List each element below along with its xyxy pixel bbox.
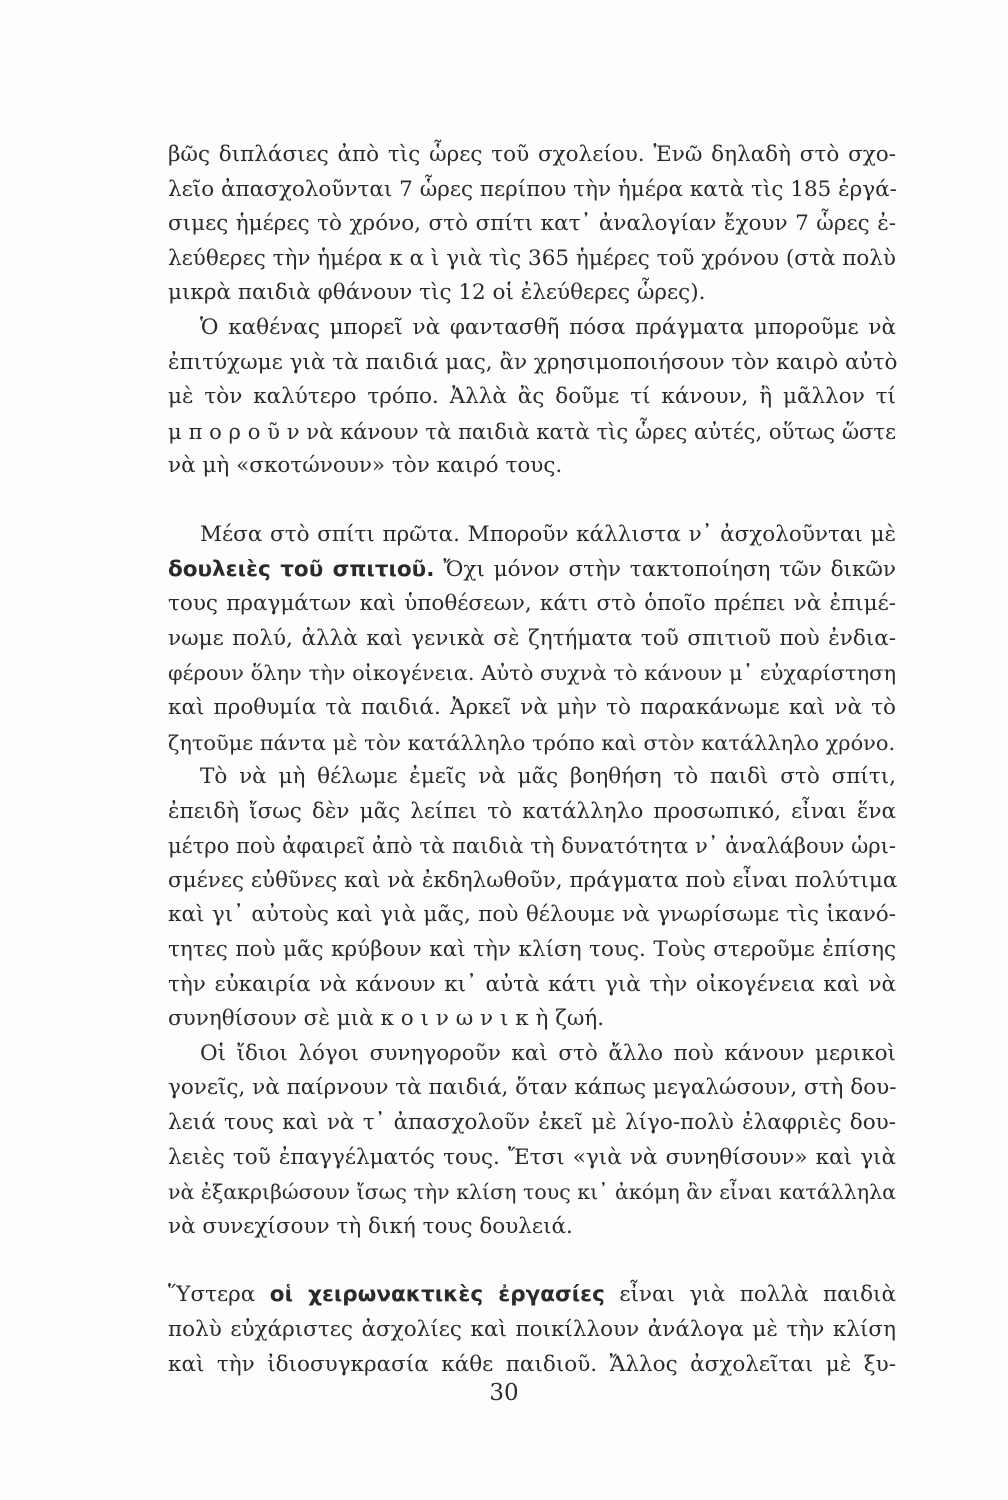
text-run: εἶναι γιὰ πολλὰ παιδιὰ: [604, 1282, 896, 1308]
paragraph-3: [168, 518, 896, 760]
text-line: σμένες εὐθῦνες καὶ νὰ ἐκδηλωθοῦν, πράγματα ποὺ εἶναι πολύτιμα: [168, 867, 898, 893]
text-line: μέτρο ποὺ ἀφαιρεῖ ἀπὸ τὰ παιδιὰ τὴ δυνατότητα ν᾽ ἀναλάβουν ὡρι-: [168, 833, 896, 859]
section-gap: [168, 1244, 896, 1278]
page-number: 30: [489, 1380, 519, 1406]
bold-term: οἱ χειρωνακτικὲς ἐργασίες: [269, 1282, 605, 1308]
text-line: τους πραγμάτων καὶ ὑποθέσεων, κάτι στὸ ὁποῖο πρέπει νὰ ἐπιμέ-: [168, 591, 896, 617]
text-line: λειά τους καὶ νὰ τ᾽ ἀπασχολοῦν ἐκεῖ μὲ λίγο-πολὺ ἐλαφριὲς δου-: [168, 1110, 896, 1136]
text-line: νὰ ἐξακριβώσουν ἴσως τὴν κλίση τους κι᾽ ἀκόμη ἂν εἶναι κατάλληλα: [168, 1180, 896, 1205]
text-line: λεύθερες τὴν ἡμέρα κ α ὶ γιὰ τὶς 365 ἡμέρες τοῦ χρόνου (στὰ πολὺ: [168, 245, 896, 271]
text-line: καὶ γι᾽ αὐτοὺς καὶ γιὰ μᾶς, ποὺ θέλουμε νὰ γνωρίσωμε τὶς ἱκανό-: [168, 902, 896, 928]
text-line: μ π ο ρ ο ῦ ν νὰ κάνουν τὰ παιδιὰ κατὰ τὶς ὧρες αὐτές, οὕτως ὥστε: [168, 418, 896, 444]
text-line: Ὁ καθένας μπορεῖ νὰ φαντασθῆ πόσα πράγματα μποροῦμε νὰ: [200, 314, 896, 340]
text-line: Οἱ ἴδιοι λόγοι συνηγοροῦν καὶ στὸ ἄλλο ποὺ κάνουν μερικοὶ: [200, 1040, 896, 1066]
text-line: λεῖο ἀπασχολοῦνται 7 ὧρες περίπου τὴν ἡμέρα κατὰ τὶς 185 ἐργά-: [168, 176, 897, 202]
text-line: γονεῖς, νὰ παίρνουν τὰ παιδιά, ὅταν κάπως μεγαλώσουν, στὴ δου-: [168, 1075, 897, 1101]
text-line: [168, 1278, 896, 1313]
text-line: συνηθίσουν σὲ μιὰ κ ο ι ν ω ν ι κ ὴ ζωή.: [168, 1006, 605, 1032]
text-line: τὴν εὐκαιρία νὰ κάνουν κι᾽ αὐτὰ κάτι γιὰ τὴν οἰκογένεια καὶ νὰ: [168, 971, 896, 997]
text-line: νωμε πολύ, ἀλλὰ καὶ γενικὰ σὲ ζητήματα τοῦ σπιτιοῦ ποὺ ἐνδια-: [168, 625, 896, 651]
paragraph-2: [168, 311, 896, 484]
text-line: λειὲς τοῦ ἐπαγγέλματός τους. Ἔτσι «γιὰ νὰ συνηθίσουν» καὶ γιὰ: [168, 1144, 896, 1170]
text-run: Ὕστερα: [168, 1282, 270, 1308]
text-line: ζητοῦμε πάντα μὲ τὸν κατάλληλο τρόπο καὶ στὸν κατάλληλο χρόνο.: [168, 730, 896, 755]
text-line: τητες ποὺ μᾶς κρύβουν καὶ τὴν κλίση τους. Τοὺς στεροῦμε ἐπίσης: [168, 937, 896, 963]
text-line: μὲ τὸν καλύτερο τρόπο. Ἀλλὰ ἂς δοῦμε τί κάνουν, ἢ μᾶλλον τί: [168, 384, 896, 410]
bold-term: δουλειὲς τοῦ σπιτιοῦ.: [168, 556, 435, 582]
text-line: Τὸ νὰ μὴ θέλωμε ἐμεῖς νὰ μᾶς βοηθήση τὸ παιδὶ στὸ σπίτι,: [200, 764, 896, 790]
section-gap: [168, 484, 896, 518]
paragraph-4: [168, 760, 896, 1037]
paragraph-5: [168, 1037, 896, 1245]
text-line: Μέσα στὸ σπίτι πρῶτα. Μποροῦν κάλλιστα ν᾽ ἀσχολοῦνται μὲ: [200, 521, 896, 547]
text-line: μικρὰ παιδιὰ φθάνουν τὶς 12 οἱ ἐλεύθερες ὧρες).: [168, 280, 706, 306]
text-line: νὰ συνεχίσουν τὴ δική τους δουλειά.: [168, 1213, 573, 1239]
text-run: Ὄχι μόνον στὴν τακτοποίηση τῶν δικῶν: [434, 556, 896, 582]
text-line: ἐπειδὴ ἴσως δὲν μᾶς λείπει τὸ κατάλληλο προσωπικό, εἶναι ἕνα: [168, 798, 896, 824]
body-text: [168, 138, 896, 1382]
text-line: νὰ μὴ «σκοτώνουν» τὸν καιρό τους.: [168, 453, 563, 479]
text-line: καὶ τὴν ἰδιοσυγκρασία κάθε παιδιοῦ. Ἄλλος ἀσχολεῖται μὲ ξυ-: [168, 1351, 896, 1377]
paragraph-6: [168, 1278, 896, 1382]
text-line: καὶ προθυμία τὰ παιδιά. Ἀρκεῖ νὰ μὴν τὸ παρακάνωμε καὶ νὰ τὸ: [168, 694, 896, 720]
text-line: πολὺ εὐχάριστες ἀσχολίες καὶ ποικίλλουν ἀνάλογα μὲ τὴν κλίση: [168, 1317, 896, 1342]
text-line: βῶς διπλάσιες ἀπὸ τὶς ὧρες τοῦ σχολείου. Ἐνῶ δηλαδὴ στὸ σχο-: [168, 142, 896, 167]
paragraph-1: [168, 138, 896, 311]
text-line: [168, 553, 896, 588]
text-line: ἐπιτύχωμε γιὰ τὰ παιδιά μας, ἂν χρησιμοποιήσουν τὸν καιρὸ αὐτὸ: [168, 349, 898, 375]
text-line: σιμες ἡμέρες τὸ χρόνο, στὸ σπίτι κατ᾽ ἀναλογίαν ἔχουν 7 ὧρες ἐ-: [168, 211, 896, 237]
text-line: φέρουν ὅλην τὴν οἰκογένεια. Αὐτὸ συχνὰ τὸ κάνουν μ᾽ εὐχαρίστηση: [168, 661, 896, 686]
